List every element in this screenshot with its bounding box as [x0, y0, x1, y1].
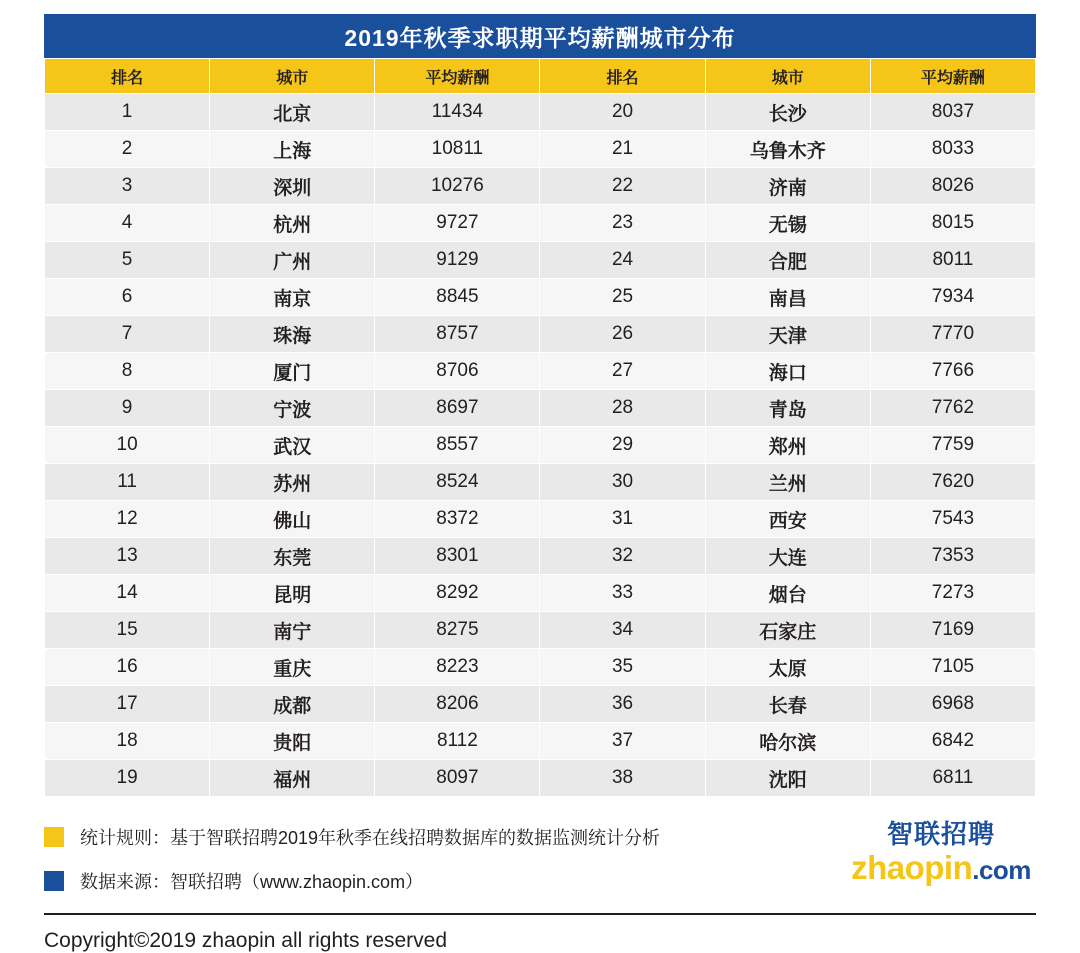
cell-rank-right: 37 [540, 723, 705, 760]
cell-pay-left: 8097 [375, 760, 540, 797]
table-row [45, 538, 1036, 575]
cell-city-left: 武汉 [210, 427, 375, 464]
cell-pay-right: 8026 [870, 168, 1035, 205]
cell-city-left: 佛山 [210, 501, 375, 538]
cell-rank-left: 9 [45, 390, 210, 427]
cell-city-right: 郑州 [705, 427, 870, 464]
cell-pay-left: 11434 [375, 94, 540, 131]
table-body [45, 94, 1036, 797]
cell-rank-right: 21 [540, 131, 705, 168]
cell-pay-left: 10276 [375, 168, 540, 205]
cell-pay-right: 7543 [870, 501, 1035, 538]
cell-city-right: 大连 [705, 538, 870, 575]
table-row [45, 353, 1036, 390]
cell-city-right: 天津 [705, 316, 870, 353]
cell-city-right: 无锡 [705, 205, 870, 242]
cell-city-left: 福州 [210, 760, 375, 797]
cell-pay-left: 8706 [375, 353, 540, 390]
cell-city-left: 成都 [210, 686, 375, 723]
cell-pay-left: 8524 [375, 464, 540, 501]
cell-rank-right: 28 [540, 390, 705, 427]
cell-city-right: 长沙 [705, 94, 870, 131]
cell-pay-left: 10811 [375, 131, 540, 168]
cell-pay-right: 6968 [870, 686, 1035, 723]
zhaopin-logo [846, 821, 1036, 884]
cell-pay-left: 8372 [375, 501, 540, 538]
logo-chinese-text: 智联招聘 [886, 819, 995, 849]
table-row [45, 427, 1036, 464]
cell-pay-left: 8757 [375, 316, 540, 353]
cell-rank-left: 15 [45, 612, 210, 649]
cell-pay-left: 8292 [375, 575, 540, 612]
column-header-city-right: 城市 [705, 59, 870, 94]
table-row [45, 168, 1036, 205]
cell-rank-right: 24 [540, 242, 705, 279]
table-row [45, 242, 1036, 279]
cell-city-left: 宁波 [210, 390, 375, 427]
cell-rank-right: 31 [540, 501, 705, 538]
cell-rank-left: 7 [45, 316, 210, 353]
cell-pay-right: 7759 [870, 427, 1035, 464]
cell-pay-right: 7620 [870, 464, 1035, 501]
cell-rank-left: 18 [45, 723, 210, 760]
cell-rank-left: 1 [45, 94, 210, 131]
cell-rank-left: 3 [45, 168, 210, 205]
table-row [45, 279, 1036, 316]
cell-rank-right: 26 [540, 316, 705, 353]
cell-rank-right: 35 [540, 649, 705, 686]
table-row [45, 464, 1036, 501]
cell-rank-left: 2 [45, 131, 210, 168]
cell-rank-right: 29 [540, 427, 705, 464]
cell-city-left: 厦门 [210, 353, 375, 390]
cell-pay-right: 7770 [870, 316, 1035, 353]
cell-rank-left: 8 [45, 353, 210, 390]
cell-rank-right: 36 [540, 686, 705, 723]
cell-city-left: 北京 [210, 94, 375, 131]
cell-rank-left: 13 [45, 538, 210, 575]
cell-city-left: 重庆 [210, 649, 375, 686]
table-row [45, 205, 1036, 242]
cell-rank-left: 5 [45, 242, 210, 279]
logo-english-text [846, 851, 1036, 884]
cell-rank-left: 4 [45, 205, 210, 242]
cell-city-right: 海口 [705, 353, 870, 390]
cell-city-left: 上海 [210, 131, 375, 168]
cell-rank-left: 17 [45, 686, 210, 723]
table-row [45, 612, 1036, 649]
cell-rank-left: 6 [45, 279, 210, 316]
cell-rank-left: 16 [45, 649, 210, 686]
cell-rank-left: 12 [45, 501, 210, 538]
cell-pay-left: 9727 [375, 205, 540, 242]
cell-rank-right: 30 [540, 464, 705, 501]
table-row [45, 390, 1036, 427]
cell-city-left: 广州 [210, 242, 375, 279]
cell-city-right: 石家庄 [705, 612, 870, 649]
cell-city-right: 长春 [705, 686, 870, 723]
table-row [45, 501, 1036, 538]
table-row [45, 94, 1036, 131]
cell-pay-left: 8206 [375, 686, 540, 723]
cell-city-right: 哈尔滨 [705, 723, 870, 760]
cell-city-right: 太原 [705, 649, 870, 686]
cell-rank-right: 32 [540, 538, 705, 575]
cell-pay-right: 7169 [870, 612, 1035, 649]
cell-rank-right: 22 [540, 168, 705, 205]
cell-city-right: 合肥 [705, 242, 870, 279]
cell-rank-right: 25 [540, 279, 705, 316]
cell-rank-left: 19 [45, 760, 210, 797]
column-header-pay-left: 平均薪酬 [375, 59, 540, 94]
cell-city-left: 南京 [210, 279, 375, 316]
table-row [45, 575, 1036, 612]
yellow-swatch-icon [44, 827, 64, 847]
cell-pay-left: 8845 [375, 279, 540, 316]
cell-pay-left: 8223 [375, 649, 540, 686]
table-row [45, 686, 1036, 723]
note-data-source-text: 数据来源：智联招聘（www.zhaopin.com） [80, 872, 424, 892]
table-row [45, 760, 1036, 797]
logo-english-word: zhaopin [851, 849, 973, 886]
table-row [45, 723, 1036, 760]
cell-pay-left: 8301 [375, 538, 540, 575]
page-title [44, 14, 1036, 58]
cell-city-left: 昆明 [210, 575, 375, 612]
table-row [45, 316, 1036, 353]
cell-city-left: 贵阳 [210, 723, 375, 760]
cell-city-left: 杭州 [210, 205, 375, 242]
cell-city-right: 兰州 [705, 464, 870, 501]
page-title-text: 2019年秋季求职期平均薪酬城市分布 [344, 24, 736, 51]
note-statistic-rule-text: 统计规则：基于智联招聘2019年秋季在线招聘数据库的数据监测统计分析 [80, 828, 661, 848]
notes-section [44, 815, 1036, 903]
cell-city-left: 南宁 [210, 612, 375, 649]
cell-city-right: 烟台 [705, 575, 870, 612]
cell-city-right: 乌鲁木齐 [705, 131, 870, 168]
cell-city-left: 深圳 [210, 168, 375, 205]
table-row [45, 131, 1036, 168]
cell-city-right: 沈阳 [705, 760, 870, 797]
salary-table [44, 58, 1036, 797]
cell-pay-right: 8037 [870, 94, 1035, 131]
cell-pay-right: 8015 [870, 205, 1035, 242]
cell-rank-right: 20 [540, 94, 705, 131]
column-header-city-left: 城市 [210, 59, 375, 94]
cell-pay-right: 6842 [870, 723, 1035, 760]
cell-pay-right: 8033 [870, 131, 1035, 168]
cell-city-left: 苏州 [210, 464, 375, 501]
cell-rank-right: 23 [540, 205, 705, 242]
cell-rank-right: 27 [540, 353, 705, 390]
table-header [45, 59, 1036, 94]
cell-city-right: 青岛 [705, 390, 870, 427]
cell-rank-right: 34 [540, 612, 705, 649]
column-header-rank-right: 排名 [540, 59, 705, 94]
cell-pay-left: 9129 [375, 242, 540, 279]
blue-swatch-icon [44, 871, 64, 891]
cell-city-right: 南昌 [705, 279, 870, 316]
cell-rank-right: 38 [540, 760, 705, 797]
table-row [45, 649, 1036, 686]
cell-pay-right: 7105 [870, 649, 1035, 686]
table-header-row [45, 59, 1036, 94]
cell-pay-right: 6811 [870, 760, 1035, 797]
cell-pay-left: 8697 [375, 390, 540, 427]
cell-rank-left: 11 [45, 464, 210, 501]
cell-pay-right: 7934 [870, 279, 1035, 316]
column-header-rank-left: 排名 [45, 59, 210, 94]
cell-rank-right: 33 [540, 575, 705, 612]
cell-rank-left: 14 [45, 575, 210, 612]
column-header-pay-right: 平均薪酬 [870, 59, 1035, 94]
cell-pay-left: 8557 [375, 427, 540, 464]
cell-city-right: 济南 [705, 168, 870, 205]
logo-tld: .com [972, 855, 1031, 885]
cell-pay-right: 7353 [870, 538, 1035, 575]
cell-city-right: 西安 [705, 501, 870, 538]
cell-pay-right: 8011 [870, 242, 1035, 279]
cell-pay-right: 7762 [870, 390, 1035, 427]
cell-pay-left: 8275 [375, 612, 540, 649]
cell-pay-right: 7766 [870, 353, 1035, 390]
cell-pay-right: 7273 [870, 575, 1035, 612]
cell-pay-left: 8112 [375, 723, 540, 760]
cell-city-left: 东莞 [210, 538, 375, 575]
cell-rank-left: 10 [45, 427, 210, 464]
copyright-text: Copyright©2019 zhaopin all rights reserved [44, 929, 448, 952]
cell-city-left: 珠海 [210, 316, 375, 353]
